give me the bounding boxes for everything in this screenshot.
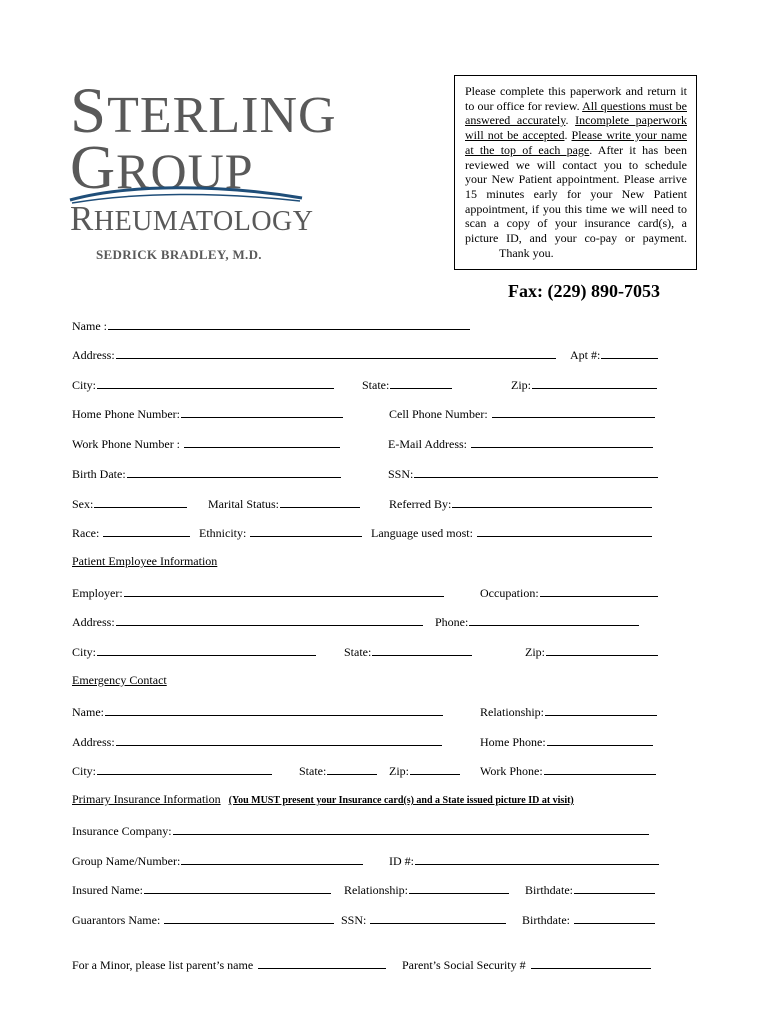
home-phone-field[interactable]: Home Phone Number: xyxy=(72,405,343,422)
marital-blank[interactable] xyxy=(280,495,360,508)
insurance-company-field[interactable]: Insurance Company: xyxy=(72,822,649,839)
state-blank[interactable] xyxy=(390,376,452,389)
emergency-name-field[interactable]: Name: xyxy=(72,703,443,720)
group-blank[interactable] xyxy=(181,852,363,865)
emergency-heading: Emergency Contact xyxy=(72,673,167,687)
guarantor-name-field[interactable]: Guarantors Name: xyxy=(72,911,334,928)
address-row xyxy=(0,346,770,364)
insured-birthdate-field[interactable]: Birthdate: xyxy=(525,881,655,898)
apt-blank[interactable] xyxy=(601,346,658,359)
employer-phone-field[interactable]: Phone: xyxy=(435,613,639,630)
employer-zip-blank[interactable] xyxy=(546,643,658,656)
employer-row xyxy=(0,584,770,602)
parent-ssn-field[interactable]: Parent’s Social Security # xyxy=(402,956,651,973)
ethnicity-field[interactable]: Ethnicity: xyxy=(199,524,362,541)
instructions-box: Please complete this paperwork and return it to our office for review. All questions must be answered accurately. Incomplete paperwork will not be accepted. Please write your name at the top of each page. After it has been reviewed we will contact you to schedule your New Patient appointment. Please arrive 15 minutes early for your New Patient appointment, if you this time we will need to scan a copy of your insurance card(s), a picture ID, and your co-pay or payment. Thank you. xyxy=(454,75,697,270)
insured-relationship-blank[interactable] xyxy=(409,881,509,894)
apt-field[interactable]: Apt #: xyxy=(570,346,658,363)
guarantor-ssn-blank[interactable] xyxy=(370,911,506,924)
employer-zip-field[interactable]: Zip: xyxy=(525,643,658,660)
logo-group: GROUP xyxy=(70,132,254,202)
referred-blank[interactable] xyxy=(452,495,652,508)
parent-name-field[interactable]: For a Minor, please list parent’s name xyxy=(72,956,386,973)
emergency-name-row xyxy=(0,703,770,721)
language-field[interactable]: Language used most: xyxy=(371,524,652,541)
employer-blank[interactable] xyxy=(124,584,444,597)
name-row xyxy=(0,317,770,335)
minor-row xyxy=(0,956,770,974)
insured-name-blank[interactable] xyxy=(144,881,331,894)
email-field[interactable]: E-Mail Address: xyxy=(388,435,653,452)
birth-row xyxy=(0,465,770,483)
emergency-address-blank[interactable] xyxy=(116,733,442,746)
sex-field[interactable]: Sex: xyxy=(72,495,187,512)
logo-rheumatology: RHEUMATOLOGY xyxy=(70,199,314,238)
employer-city-field[interactable]: City: xyxy=(72,643,316,660)
address-blank[interactable] xyxy=(116,346,556,359)
employer-address-row xyxy=(0,613,770,631)
insurance-id-blank[interactable] xyxy=(415,852,659,865)
race-blank[interactable] xyxy=(103,524,190,537)
occupation-field[interactable]: Occupation: xyxy=(480,584,658,601)
insurance-company-row xyxy=(0,822,770,840)
emergency-home-phone-field[interactable]: Home Phone: xyxy=(480,733,653,750)
doctor-name: SEDRICK BRADLEY, M.D. xyxy=(96,247,262,262)
birth-date-blank[interactable] xyxy=(127,465,341,478)
employee-heading: Patient Employee Information xyxy=(72,554,218,568)
insurance-heading: Primary Insurance Information (You MUST present your Insurance card(s) and a State issued picture ID at visit) xyxy=(72,792,574,806)
emergency-address-row xyxy=(0,733,770,751)
employer-city-blank[interactable] xyxy=(97,643,316,656)
marital-field[interactable]: Marital Status: xyxy=(208,495,360,512)
group-row xyxy=(0,852,770,870)
work-phone-blank[interactable] xyxy=(184,435,340,448)
emergency-city-row xyxy=(0,762,770,780)
emergency-city-field[interactable]: City: xyxy=(72,762,272,779)
employer-field[interactable]: Employer: xyxy=(72,584,444,601)
email-blank[interactable] xyxy=(471,435,653,448)
emergency-zip-field[interactable]: Zip: xyxy=(389,762,460,779)
state-field[interactable]: State: xyxy=(362,376,452,393)
emergency-state-blank[interactable] xyxy=(327,762,377,775)
zip-blank[interactable] xyxy=(532,376,657,389)
emergency-work-phone-blank[interactable] xyxy=(544,762,656,775)
insurance-note: (You MUST present your Insurance card(s) and a State issued picture ID at visit) xyxy=(228,795,574,806)
sex-row xyxy=(0,495,770,513)
sex-blank[interactable] xyxy=(94,495,187,508)
emergency-city-blank[interactable] xyxy=(97,762,272,775)
emergency-relationship-field[interactable]: Relationship: xyxy=(480,703,657,720)
ssn-blank[interactable] xyxy=(414,465,658,478)
occupation-blank[interactable] xyxy=(540,584,658,597)
referred-field[interactable]: Referred By: xyxy=(389,495,652,512)
work-row xyxy=(0,435,770,453)
insured-row xyxy=(0,881,770,899)
race-row xyxy=(0,524,770,542)
work-phone-field[interactable]: Work Phone Number : xyxy=(72,435,340,452)
phone-row xyxy=(0,405,770,423)
emergency-work-phone-field[interactable]: Work Phone: xyxy=(480,762,656,779)
name-field[interactable]: Name : xyxy=(72,317,470,334)
race-field[interactable]: Race: xyxy=(72,524,190,541)
ethnicity-blank[interactable] xyxy=(250,524,362,537)
city-row xyxy=(0,376,770,394)
insurance-id-field[interactable]: ID #: xyxy=(389,852,659,869)
logo-sterling: STERLING xyxy=(70,75,337,147)
guarantor-birthdate-blank[interactable] xyxy=(574,911,655,924)
emergency-name-blank[interactable] xyxy=(105,703,443,716)
city-field[interactable]: City: xyxy=(72,376,334,393)
insurance-company-blank[interactable] xyxy=(173,822,649,835)
name-blank[interactable] xyxy=(108,317,470,330)
fax-number: Fax: (229) 890-7053 xyxy=(508,281,660,301)
insured-relationship-field[interactable]: Relationship: xyxy=(344,881,509,898)
emergency-relationship-blank[interactable] xyxy=(545,703,657,716)
language-blank[interactable] xyxy=(477,524,652,537)
group-field[interactable]: Group Name/Number: xyxy=(72,852,363,869)
ssn-field[interactable]: SSN: xyxy=(388,465,658,482)
cell-phone-blank[interactable] xyxy=(492,405,655,418)
guarantor-ssn-field[interactable]: SSN: xyxy=(341,911,506,928)
parent-name-blank[interactable] xyxy=(258,956,386,969)
employer-address-field[interactable]: Address: xyxy=(72,613,423,630)
employer-address-blank[interactable] xyxy=(116,613,423,626)
insured-name-field[interactable]: Insured Name: xyxy=(72,881,331,898)
emergency-zip-blank[interactable] xyxy=(410,762,460,775)
insured-birthdate-blank[interactable] xyxy=(574,881,655,894)
employer-state-blank[interactable] xyxy=(372,643,472,656)
employer-state-field[interactable]: State: xyxy=(344,643,472,660)
birth-date-field[interactable]: Birth Date: xyxy=(72,465,341,482)
address-field[interactable]: Address: xyxy=(72,346,556,363)
employer-phone-blank[interactable] xyxy=(469,613,639,626)
city-blank[interactable] xyxy=(97,376,334,389)
cell-phone-field[interactable]: Cell Phone Number: xyxy=(389,405,655,422)
zip-field[interactable]: Zip: xyxy=(511,376,657,393)
employer-city-row xyxy=(0,643,770,661)
emergency-state-field[interactable]: State: xyxy=(299,762,377,779)
guarantor-name-blank[interactable] xyxy=(164,911,334,924)
home-phone-blank[interactable] xyxy=(181,405,343,418)
guarantor-row xyxy=(0,911,770,929)
emergency-home-phone-blank[interactable] xyxy=(547,733,653,746)
guarantor-birthdate-field[interactable]: Birthdate: xyxy=(522,911,655,928)
parent-ssn-blank[interactable] xyxy=(531,956,651,969)
emergency-address-field[interactable]: Address: xyxy=(72,733,442,750)
